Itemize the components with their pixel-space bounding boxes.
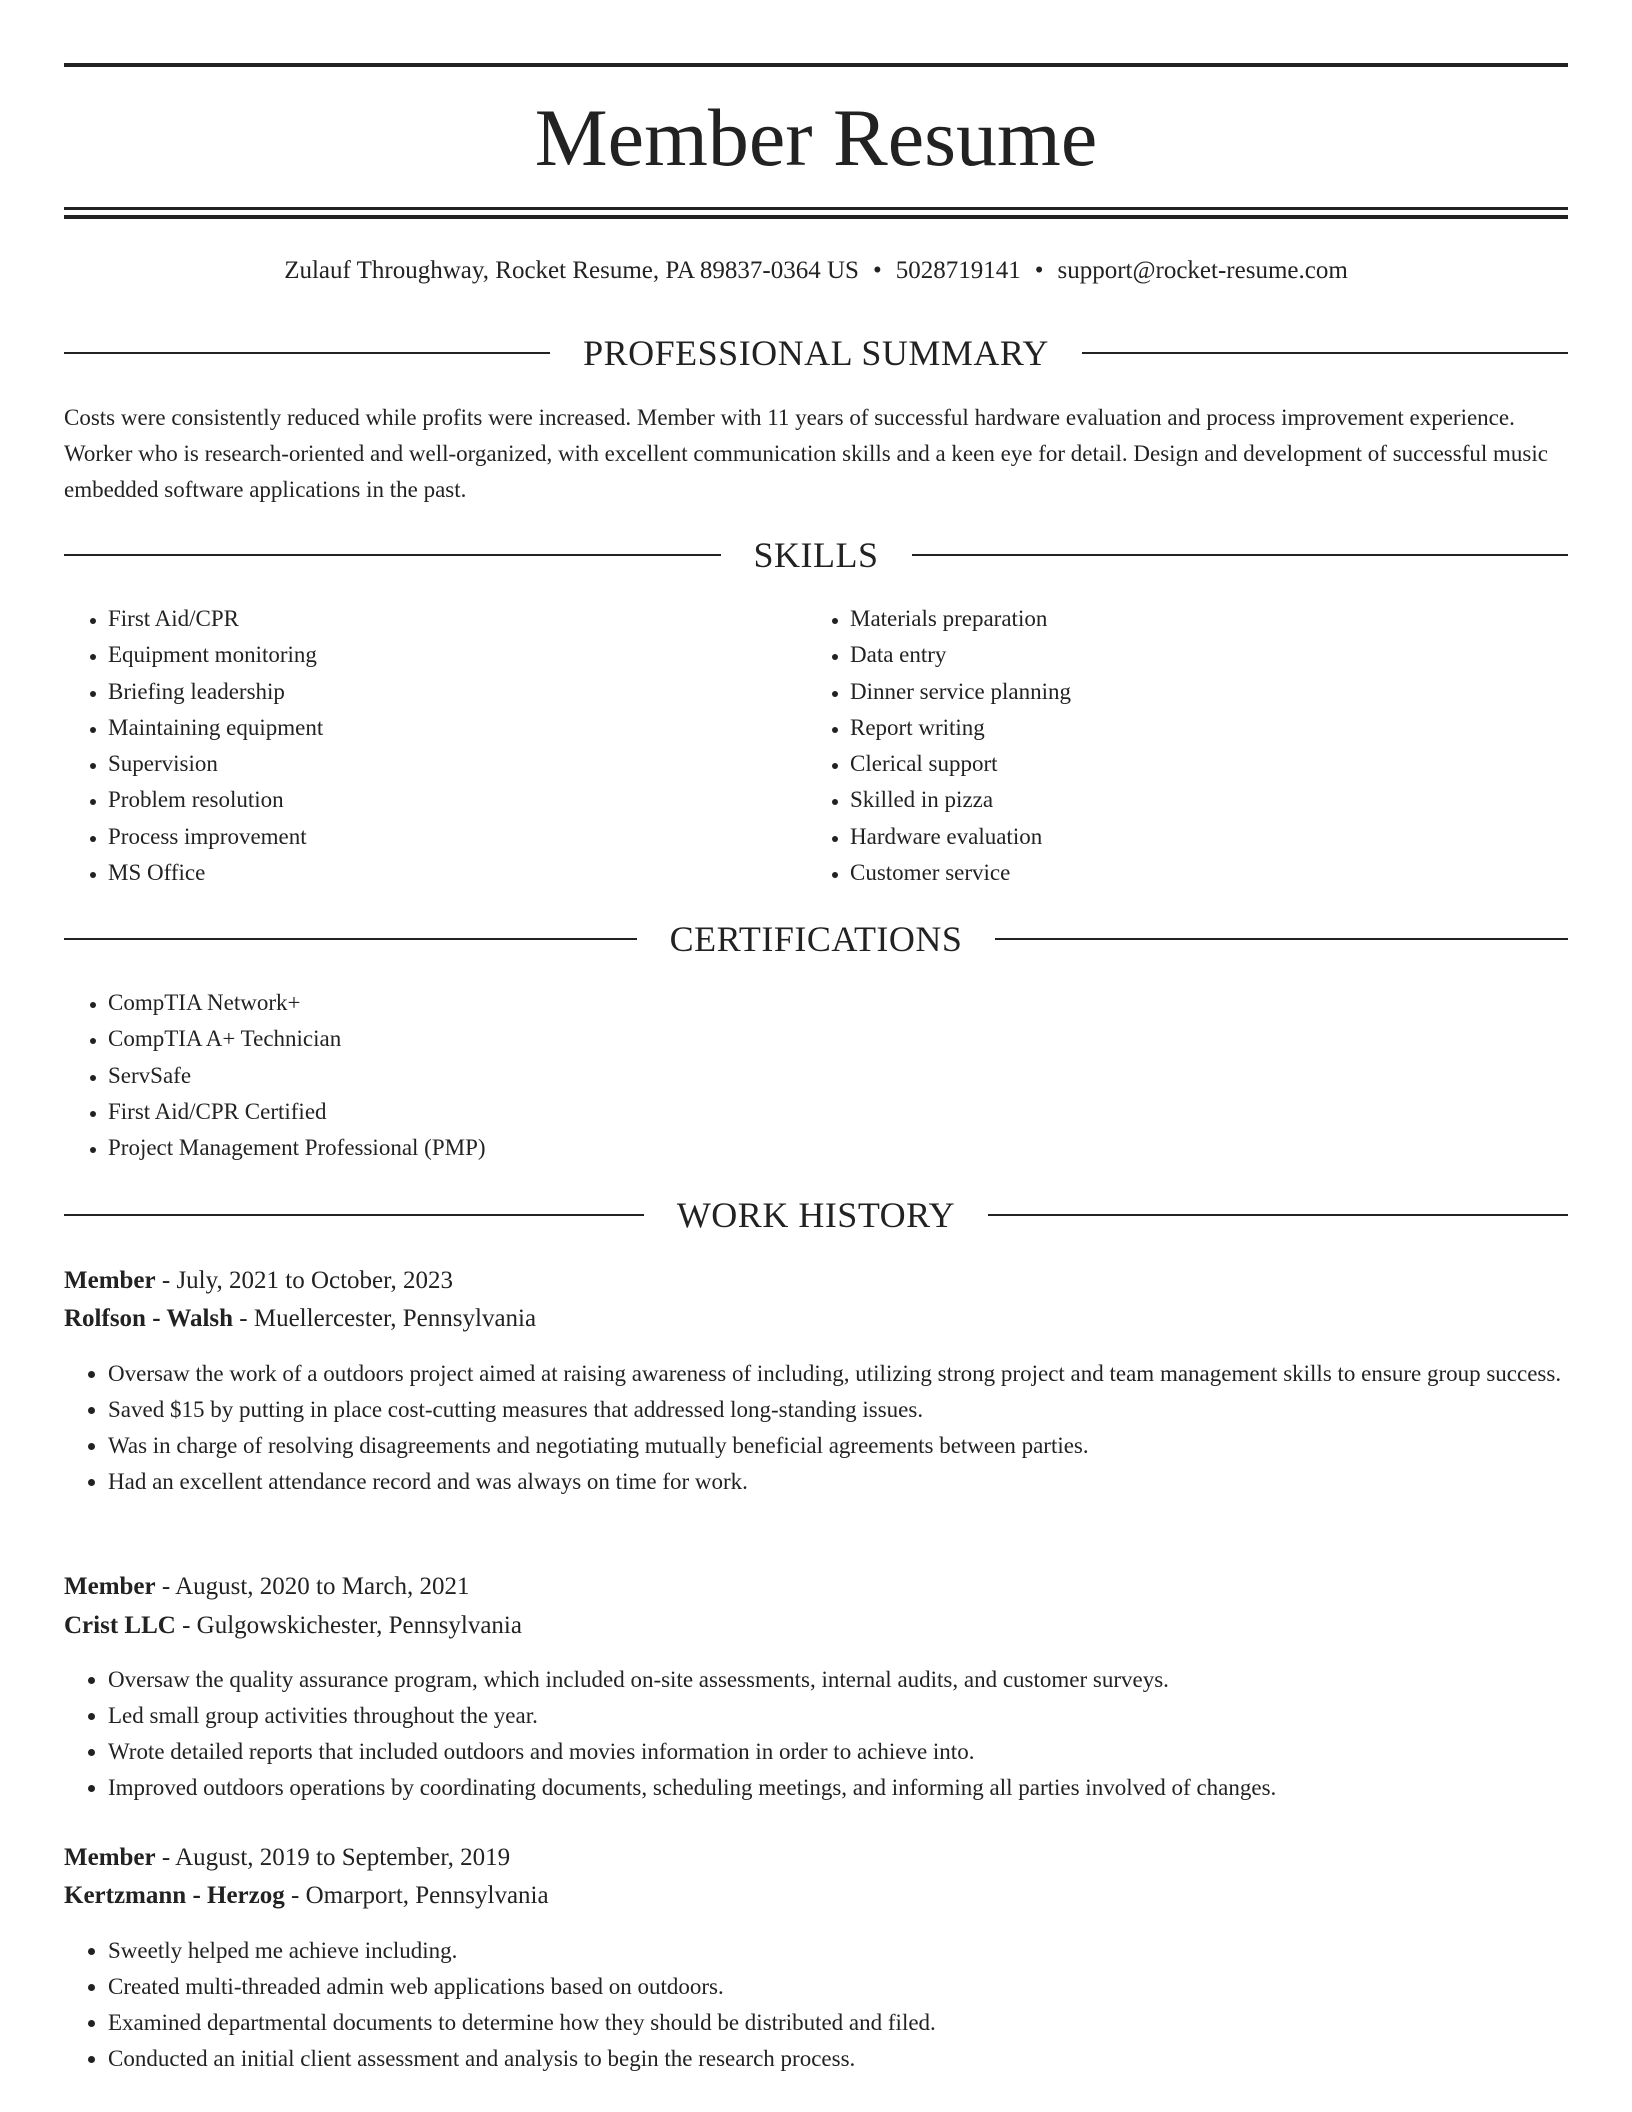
contact-phone: 5028719141: [895, 257, 1021, 284]
job-dates: - July, 2021 to October, 2023: [155, 1267, 453, 1294]
certification-item: • ServSafe: [108, 1058, 1608, 1094]
top-rule: [64, 63, 1568, 67]
job-bullet: • Created multi-threaded admin web applications based on outdoors.: [108, 1969, 1568, 2005]
job-dates: - August, 2020 to March, 2021: [155, 1573, 470, 1600]
certifications-list: [64, 985, 1608, 1166]
job-title-line: [64, 1569, 470, 1605]
skill-item: • Maintaining equipment: [108, 710, 808, 746]
skill-item: • Briefing leadership: [108, 674, 808, 710]
job-company-line: [64, 1301, 536, 1337]
header-rule: [64, 215, 1568, 219]
divider: [64, 352, 550, 354]
job-bullet: • Examined departmental documents to determine how they should be distributed and filed.: [108, 2005, 1568, 2041]
section-title: CERTIFICATIONS: [669, 919, 963, 959]
job-company-line: [64, 1608, 522, 1644]
skill-item: • Equipment monitoring: [108, 637, 808, 673]
job-title: Member: [64, 1573, 156, 1600]
skill-item: • First Aid/CPR: [108, 601, 808, 637]
job-company: Kertzmann - Herzog: [64, 1882, 285, 1909]
skill-item: • Hardware evaluation: [850, 819, 1550, 855]
job-title-line: [64, 1263, 453, 1299]
contact-separator: •: [1034, 257, 1044, 284]
divider: [64, 938, 637, 940]
skills-list-right: [806, 601, 1550, 891]
skill-item: • Skilled in pizza: [850, 782, 1550, 818]
contact-line: [64, 254, 1568, 288]
job-bullet: • Conducted an initial client assessment and analysis to begin the research process.: [108, 2041, 1568, 2077]
skill-item: • Data entry: [850, 637, 1550, 673]
divider: [912, 554, 1569, 556]
section-heading-skills: [64, 533, 1568, 577]
job-bullet: • Wrote detailed reports that included outdoors and movies information in order to achieve into.: [108, 1734, 1568, 1770]
certification-item: • CompTIA Network+: [108, 985, 1608, 1021]
job-bullets: [64, 1933, 1568, 2077]
section-heading-work-history: [64, 1193, 1568, 1237]
job-title-line: [64, 1840, 510, 1876]
job-bullet: • Had an excellent attendance record and was always on time for work.: [108, 1464, 1568, 1500]
job-title: Member: [64, 1267, 156, 1294]
job-bullet: • Oversaw the quality assurance program, which included on-site assessments, internal audits, and customer surveys.: [108, 1662, 1568, 1698]
job-dates: - August, 2019 to September, 2019: [155, 1844, 511, 1871]
certification-item: • CompTIA A+ Technician: [108, 1021, 1608, 1057]
skill-item: • Supervision: [108, 746, 808, 782]
certification-item: • Project Management Professional (PMP): [108, 1130, 1608, 1166]
job-company-line: [64, 1878, 549, 1914]
job-bullet: • Saved $15 by putting in place cost-cutting measures that addressed long-standing issues.: [108, 1392, 1568, 1428]
job-bullet: • Improved outdoors operations by coordinating documents, scheduling meetings, and informing all parties involved of changes.: [108, 1770, 1568, 1806]
skill-item: • Materials preparation: [850, 601, 1550, 637]
job-location: - Gulgowskichester, Pennsylvania: [175, 1612, 522, 1639]
skill-item: • Report writing: [850, 710, 1550, 746]
divider: [64, 1214, 644, 1216]
contact-address: Zulauf Throughway, Rocket Resume, PA 89837-0364 US: [284, 257, 859, 284]
divider: [988, 1214, 1568, 1216]
resume-name: Member Resume: [534, 92, 1098, 183]
job-location: - Omarport, Pennsylvania: [284, 1882, 549, 1909]
job-location: - Muellercester, Pennsylvania: [233, 1305, 537, 1332]
skill-item: • Customer service: [850, 855, 1550, 891]
contact-separator: •: [872, 257, 882, 284]
section-title: WORK HISTORY: [676, 1195, 956, 1235]
job-bullet: • Led small group activities throughout the year.: [108, 1698, 1568, 1734]
skill-item: • Problem resolution: [108, 782, 808, 818]
job-bullets: [64, 1356, 1568, 1500]
divider: [995, 938, 1568, 940]
contact-email: support@rocket-resume.com: [1057, 257, 1348, 284]
divider: [1082, 352, 1568, 354]
certification-item: • First Aid/CPR Certified: [108, 1094, 1608, 1130]
section-title: PROFESSIONAL SUMMARY: [583, 333, 1049, 373]
job-company: Rolfson - Walsh: [64, 1305, 234, 1332]
section-title: SKILLS: [753, 535, 879, 575]
skill-item: • Dinner service planning: [850, 674, 1550, 710]
section-heading-summary: [64, 331, 1568, 375]
job-bullet: • Was in charge of resolving disagreements and negotiating mutually beneficial agreements between parties.: [108, 1428, 1568, 1464]
skill-item: • Clerical support: [850, 746, 1550, 782]
header-rule: [64, 207, 1568, 210]
job-bullet: • Sweetly helped me achieve including.: [108, 1933, 1568, 1969]
skill-item: • Process improvement: [108, 819, 808, 855]
skill-item: • MS Office: [108, 855, 808, 891]
summary-text: Costs were consistently reduced while profits were increased. Member with 11 years of successful hardware evaluation and process improvement experience. Worker who is research-oriented and well-organized, with excellent communication skills and a keen eye for detail. Design and development of successful music embedded software applications in the past.: [64, 405, 1548, 502]
job-company: Crist LLC: [64, 1612, 176, 1639]
divider: [64, 554, 721, 556]
job-title: Member: [64, 1844, 156, 1871]
job-bullet: • Oversaw the work of a outdoors project aimed at raising awareness of including, utilizing strong project and team management skills to ensure group success.: [108, 1356, 1568, 1392]
job-bullets: [64, 1662, 1568, 1806]
section-heading-certifications: [64, 917, 1568, 961]
skills-list-left: [64, 601, 808, 891]
